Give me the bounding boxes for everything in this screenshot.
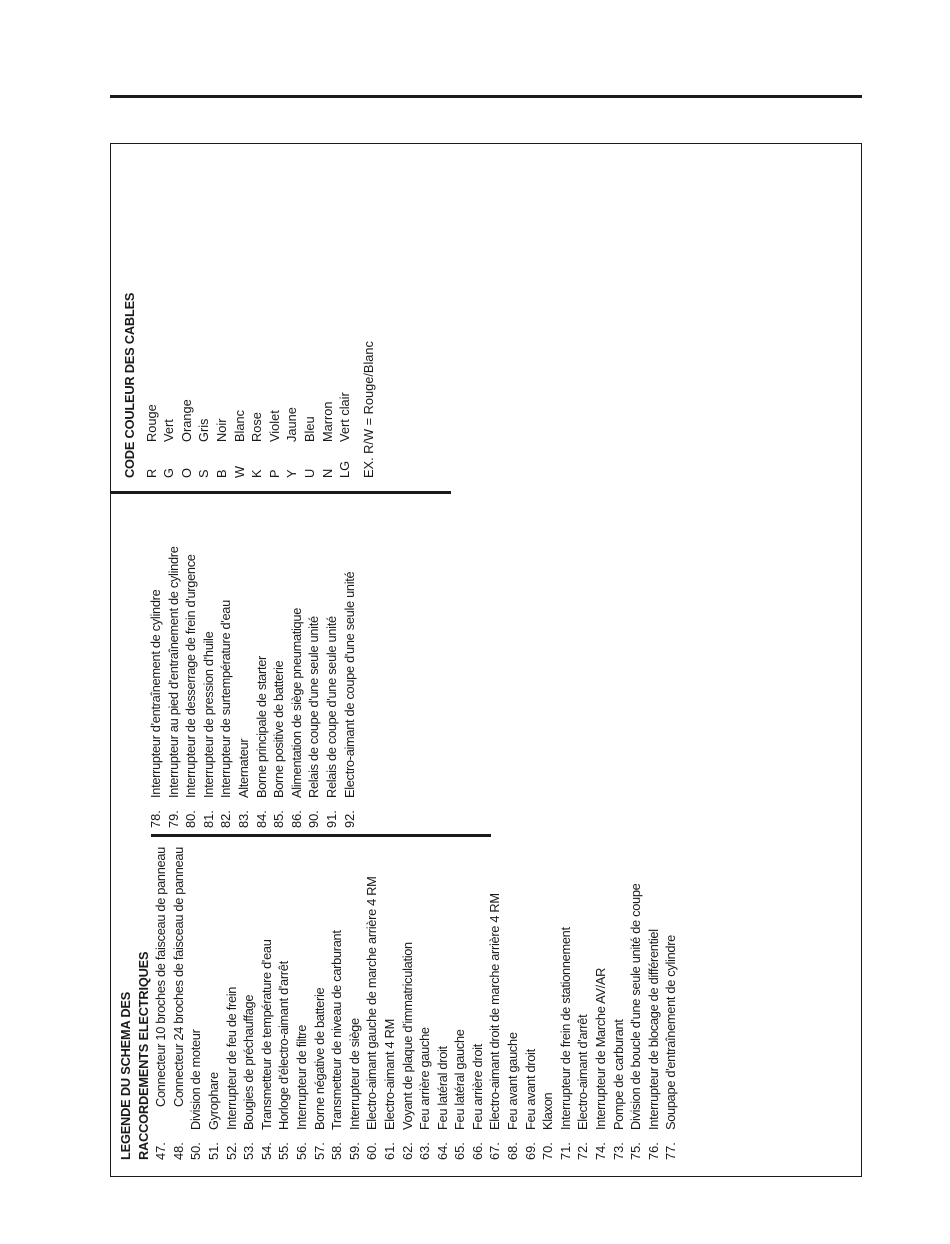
legend-entry	[323, 488, 341, 828]
color-code: R	[143, 468, 159, 478]
color-code: U	[301, 468, 317, 478]
legend-entry	[592, 830, 610, 1160]
legend-entry	[504, 830, 522, 1160]
legend-entry	[645, 830, 663, 1160]
legend-entry	[381, 830, 399, 1160]
legend-entry-number: 65.	[452, 1142, 468, 1160]
legend-list-2	[147, 488, 358, 828]
legend-entry-number: 52.	[223, 1142, 239, 1160]
legend-entry-number: 79.	[165, 810, 181, 828]
legend-entry-number: 64.	[434, 1142, 450, 1160]
legend-entry-text: Interrupteur de pression d'huile	[200, 631, 216, 798]
color-name: Rouge	[143, 404, 159, 442]
color-code-row	[301, 148, 319, 478]
legend-entry-text: Interrupteur de feu de frein	[223, 986, 239, 1130]
legend-entry-number: 82.	[218, 810, 234, 828]
legend-entry-number: 85.	[271, 810, 287, 828]
legend-entry-number: 81.	[200, 810, 216, 828]
legend-entry	[469, 830, 487, 1160]
color-code: W	[231, 465, 247, 478]
legend-entry-text: Bougies de préchauffage	[241, 994, 257, 1130]
legend-entry	[152, 830, 170, 1160]
legend-entry	[235, 488, 253, 828]
legend-entry-number: 60.	[364, 1142, 380, 1160]
legend-entry	[200, 488, 218, 828]
legend-entry	[275, 830, 293, 1160]
color-code-row	[283, 148, 301, 478]
legend-entry-text: Feu arrière droit	[469, 1044, 485, 1130]
legend-entry	[147, 488, 165, 828]
color-code-row	[143, 148, 161, 478]
legend-entry	[288, 488, 306, 828]
legend-entry-text: Interrupteur de frein de stationnement	[557, 927, 573, 1130]
legend-entry	[451, 830, 469, 1160]
legend-entry	[434, 830, 452, 1160]
color-code: LG	[337, 460, 353, 478]
legend-entry-text: Interrupteur de blocage de différentiel	[645, 929, 661, 1130]
legend-entry-text: Transmetteur de température d'eau	[258, 939, 274, 1130]
legend-entry	[328, 830, 346, 1160]
legend-entry	[253, 488, 271, 828]
legend-title	[111, 830, 152, 1160]
legend-entry-number: 78.	[148, 810, 163, 828]
legend-entry-number: 73.	[610, 1142, 626, 1160]
legend-entry-number: 90.	[306, 810, 322, 828]
legend-entry	[574, 830, 592, 1160]
legend-entry	[165, 488, 183, 828]
legend-entry-text: Feu arrière gauche	[417, 1027, 433, 1130]
legend-entry-text: Interrupteur au pied d'entraînement de cylindre	[165, 546, 181, 798]
legend-entry-text: Interrupteur de siège	[346, 1018, 362, 1130]
legend-entry	[187, 830, 205, 1160]
legend-entry-text: Electro-aimant gauche de marche arrière 4 RM	[364, 876, 380, 1130]
color-code: B	[213, 469, 229, 478]
legend-entry	[311, 830, 329, 1160]
legend-entry-number: 51.	[205, 1142, 221, 1160]
legend-entry-number: 54.	[258, 1142, 274, 1160]
legend-entry-text: Voyant de plaque d'immatriculation	[399, 942, 415, 1130]
legend-entry-text: Division de boucle d'une seule unité de coupe	[628, 883, 644, 1130]
legend-entry-number: 72.	[575, 1142, 591, 1160]
legend-entry-text: Connecteur 24 broches de faisceau de panneau	[170, 846, 186, 1107]
color-code: Y	[284, 469, 300, 478]
legend-entry-number: 56.	[293, 1142, 309, 1160]
legend-entry-number: 71.	[557, 1142, 573, 1160]
legend-entry-text: Pompe de carburant	[610, 1019, 626, 1130]
color-code-row	[319, 148, 337, 478]
legend-entry-number: 75.	[628, 1142, 644, 1160]
legend-entry-number: 53.	[241, 1142, 257, 1160]
legend-entry-text: Alternateur	[235, 738, 251, 798]
color-code: G	[161, 468, 177, 478]
legend-entry-text: Feu latéral gauche	[452, 1029, 468, 1130]
legend-frame	[110, 143, 862, 1177]
legend-title-line2: RACCORDEMENTS ELECTRIQUES	[135, 951, 151, 1160]
legend-entry-number: 92.	[341, 810, 357, 828]
legend-entry-number: 61.	[381, 1142, 397, 1160]
legend-entry	[240, 830, 258, 1160]
legend-entry-text: Interrupteur de filtre	[293, 1024, 309, 1130]
legend-entry	[170, 830, 188, 1160]
color-name: Marron	[319, 401, 335, 442]
legend-entry-text: Soupape d'entraînement de cylindre	[663, 934, 679, 1130]
legend-entry-number: 70.	[540, 1142, 556, 1160]
column-separator	[111, 491, 451, 494]
color-code-row	[213, 148, 231, 478]
legend-entry-number: 47.	[153, 1142, 169, 1160]
color-code-row	[195, 148, 213, 478]
legend-entry	[270, 488, 288, 828]
legend-entry-number: 67.	[487, 1142, 503, 1160]
legend-entry	[205, 830, 223, 1160]
legend-entry-text: Connecteur 10 broches de faisceau de panneau	[153, 846, 169, 1107]
color-code: K	[249, 469, 265, 478]
legend-entry	[293, 830, 311, 1160]
legend-entry	[539, 830, 557, 1160]
legend-entry-text: Alimentation de siège pneumatique	[288, 607, 304, 798]
legend-entry-number: 76.	[645, 1142, 661, 1160]
legend-entry	[662, 830, 680, 1160]
legend-entry-number: 84.	[253, 810, 269, 828]
color-code-title: CODE COULEUR DES CABLES	[122, 292, 137, 478]
legend-entry-number: 59.	[346, 1142, 362, 1160]
color-code-list	[143, 148, 354, 478]
legend-entry-text: Transmetteur de niveau de carburant	[329, 930, 345, 1130]
legend-entry	[416, 830, 434, 1160]
color-name: Orange	[178, 399, 194, 442]
legend-entry-number: 62.	[399, 1142, 415, 1160]
color-name: Gris	[196, 418, 212, 442]
legend-entry-text: Feu avant droit	[522, 1049, 538, 1130]
legend-entry-number: 91.	[323, 810, 339, 828]
legend-entry-number: 55.	[276, 1142, 292, 1160]
color-name: Blanc	[231, 409, 247, 442]
legend-entry-number: 86.	[288, 810, 304, 828]
color-name: Bleu	[301, 416, 317, 442]
color-code-column	[115, 148, 377, 478]
legend-entry-text: Borne principale de starter	[253, 656, 269, 798]
legend-entry-number: 68.	[505, 1142, 521, 1160]
column-separator	[151, 834, 491, 837]
legend-entry-text: Interrupteur de surtempérature d'eau	[218, 600, 234, 798]
legend-entry	[399, 830, 417, 1160]
legend-entry-text: Feu latéral droit	[434, 1046, 450, 1130]
color-code-example: EX. R/W = Rouge/Blanc	[360, 341, 376, 478]
legend-column-1	[111, 830, 680, 1160]
legend-entry	[610, 830, 628, 1160]
color-code-row	[266, 148, 284, 478]
legend-entry-number: 63.	[417, 1142, 433, 1160]
legend-title-line1: LEGENDE DU SCHEMA DES	[118, 991, 133, 1160]
legend-entry-text: Relais de coupe d'une seule unité	[323, 616, 339, 798]
legend-entry-text: Interrupteur de desserrage de frein d'urgence	[183, 554, 199, 798]
legend-entry	[182, 488, 200, 828]
legend-entry-number: 66.	[469, 1142, 485, 1160]
legend-entry	[557, 830, 575, 1160]
legend-entry	[341, 488, 359, 828]
legend-entry-number: 83.	[235, 810, 251, 828]
legend-entry-number: 77.	[663, 1142, 679, 1160]
color-name: Vert	[161, 419, 177, 442]
legend-entry	[346, 830, 364, 1160]
legend-entry	[363, 830, 381, 1160]
legend-entry-text: Interrupteur d'entraînement de cylindre	[148, 589, 163, 798]
color-code: O	[178, 468, 194, 478]
legend-entry-number: 57.	[311, 1142, 327, 1160]
legend-entry-number: 69.	[522, 1142, 538, 1160]
legend-entry-text: Borne positive de batterie	[271, 660, 287, 798]
legend-entry-text: Electro-aimant droit de marche arrière 4 RM	[487, 893, 503, 1130]
color-name: Noir	[213, 418, 229, 442]
legend-entry-text: Electro-aimant 4 RM	[381, 1019, 397, 1130]
color-code-row	[231, 148, 249, 478]
legend-entry	[223, 830, 241, 1160]
legend-list-1	[152, 830, 680, 1160]
legend-entry-text: Feu avant gauche	[505, 1032, 521, 1130]
legend-entry-text: Interrupteur de Marche AV/AR	[593, 967, 609, 1130]
legend-entry	[486, 830, 504, 1160]
legend-column-2	[147, 488, 358, 828]
rotated-content	[111, 144, 863, 1178]
color-name: Rose	[249, 412, 265, 442]
color-code: N	[319, 468, 335, 478]
legend-entry-number: 80.	[183, 810, 199, 828]
legend-entry-text: Electro-aimant d'arrêt	[575, 1014, 591, 1130]
color-code-row	[336, 148, 354, 478]
color-code-row	[248, 148, 266, 478]
legend-entry-text: Gyrophare	[205, 1072, 221, 1130]
color-code: P	[266, 469, 282, 478]
color-name: Jaune	[284, 407, 300, 442]
legend-entry-text: Division de moteur	[188, 1029, 204, 1130]
color-code-row	[160, 148, 178, 478]
legend-entry-number: 58.	[329, 1142, 345, 1160]
legend-entry-number: 50.	[188, 1142, 204, 1160]
legend-entry	[627, 830, 645, 1160]
top-rule	[110, 95, 862, 98]
legend-entry	[305, 488, 323, 828]
legend-entry-number: 48.	[170, 1142, 186, 1160]
legend-entry	[258, 830, 276, 1160]
color-code: S	[196, 469, 212, 478]
color-code-row	[178, 148, 196, 478]
color-name: Vert clair	[337, 392, 353, 442]
legend-entry-text: Klaxon	[540, 1092, 556, 1130]
color-name: Violet	[266, 410, 282, 442]
legend-entry-text: Relais de coupe d'une seule unité	[306, 616, 322, 798]
legend-entry-number: 74.	[593, 1142, 609, 1160]
legend-entry	[522, 830, 540, 1160]
legend-entry-text: Borne négative de batterie	[311, 987, 327, 1130]
legend-entry-text: Horloge d'électro-aimant d'arrêt	[276, 961, 292, 1130]
legend-entry	[217, 488, 235, 828]
legend-entry-text: Electro-aimant de coupe d'une seule unité	[341, 571, 357, 798]
